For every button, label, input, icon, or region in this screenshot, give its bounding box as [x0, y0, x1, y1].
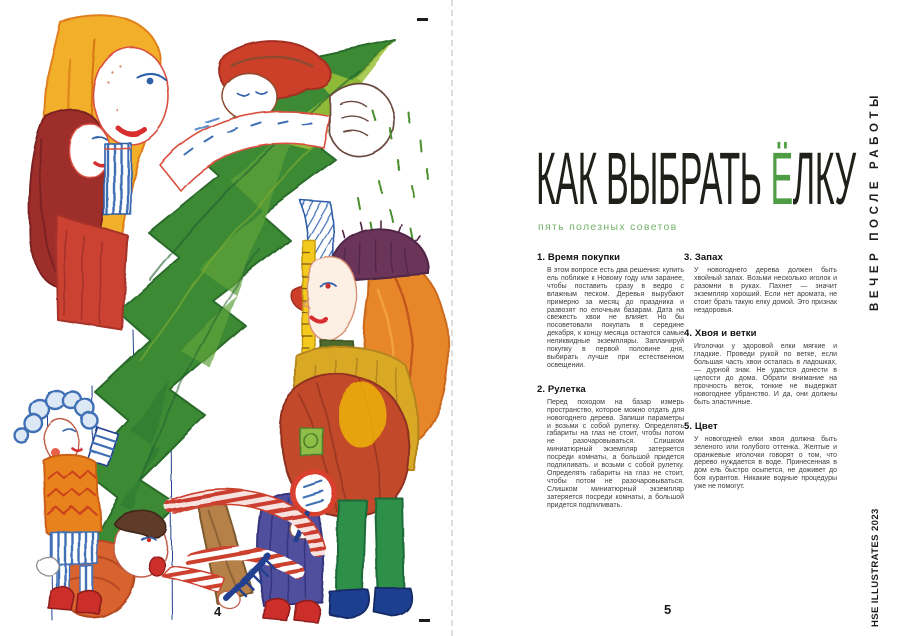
- section-heading: 2. Рулетка: [537, 383, 586, 395]
- section-purchase-time: [537, 252, 684, 370]
- section-heading: 5. Цвет: [684, 420, 718, 432]
- article-title: [536, 137, 856, 220]
- margin-text-top: ВЕЧЕР ПОСЛЕ РАБОТЫ: [869, 90, 881, 311]
- section-heading: 4. Хвоя и ветки: [684, 328, 757, 340]
- section-body: Иголочки у здоровой елки мягкие и гладкие. Проведи рукой по ветке, если большая часть хвои осталась в ладошках, — дурной знак. Не удастся донести в целости до дома. Обрати внимание на прочность веток, тонкие не выдержат новогоднее убранство. И да, они должны быть эластичные.: [694, 343, 837, 406]
- striped-glass: [104, 143, 131, 215]
- section-smell: [684, 252, 837, 314]
- section-needles-branches: [684, 328, 837, 406]
- title-text: КАК ВЫБРАТЬ: [536, 137, 771, 220]
- section-heading: 3. Запах: [684, 252, 723, 263]
- fold-line: [451, 0, 453, 636]
- section-heading: 1. Время покупки: [537, 252, 621, 263]
- title-accent-letter: Ё: [770, 137, 793, 220]
- margin-text-bottom: HSE ILLUSTRATES 2023: [870, 508, 881, 627]
- green-legs: [329, 498, 412, 618]
- trim-mark-bottom: [419, 619, 430, 622]
- section-body: В этом вопросе есть два решения: купить ель поближе к Новому году или заранее, чтобы поставить сразу в ведро с влажным песком. Деревья вырубают примерно за месяц до праздника и развозят по елочным базарам. Дата на свежесть хвои не влияет. Но бы посоветовали покупать в середине декабря, к концу месяца остаются самые неликвидные экземпляры. Запланируй покупку в первой половине дня, выбирать лучше при естественном освещении.: [547, 267, 684, 369]
- section-body: Перед походом на базар измерь пространство, которое можно отдать для новогоднего дерева. Запиши параметры и возьми с собой рулетку. Определять габариты на глаз не стоит, чтобы потом не разочаровываться. Слишком миниатюрный экземпляр затеряется посреди комнаты, а большой придется подпиливать. и возьми с собой рулетку. Определять габариты на глаз не стоит, чтобы потом не разочаровываться. Слишком миниатюрный экземпляр затеряется посреди комнаты, а большой придется подпиливать.: [547, 398, 684, 509]
- section-body: У новогоднего дерева должен быть хвойный запах. Возьми несколько иголок и разомни в руках. Пахнет — значит экземпляр хороший. Если нет аромата, не стоит брать такую елку домой. Это признак нездоровья.: [694, 267, 837, 314]
- section-body: У новогодней елки хвоя должна быть зеленого или голубого оттенка. Желтые и оранжевые иголочки говорят о том, что дерево нуждается в воде. Принесенная в дом ель быстро осыпется, не доживет до боя курантов. Никакие водные процедуры уже не помогут.: [694, 435, 837, 491]
- trim-mark-top: [417, 18, 428, 21]
- page-number-left: 4: [214, 604, 222, 619]
- text-column-right: [684, 252, 837, 505]
- article-subtitle: пять полезных советов: [538, 221, 678, 233]
- section-tape-measure: [537, 384, 684, 510]
- title-text-end: ЛКУ: [792, 137, 856, 220]
- page-number-right: 5: [664, 602, 672, 617]
- text-column-left: [537, 252, 684, 523]
- squeezing-hand: [330, 84, 394, 157]
- section-color: [684, 421, 837, 491]
